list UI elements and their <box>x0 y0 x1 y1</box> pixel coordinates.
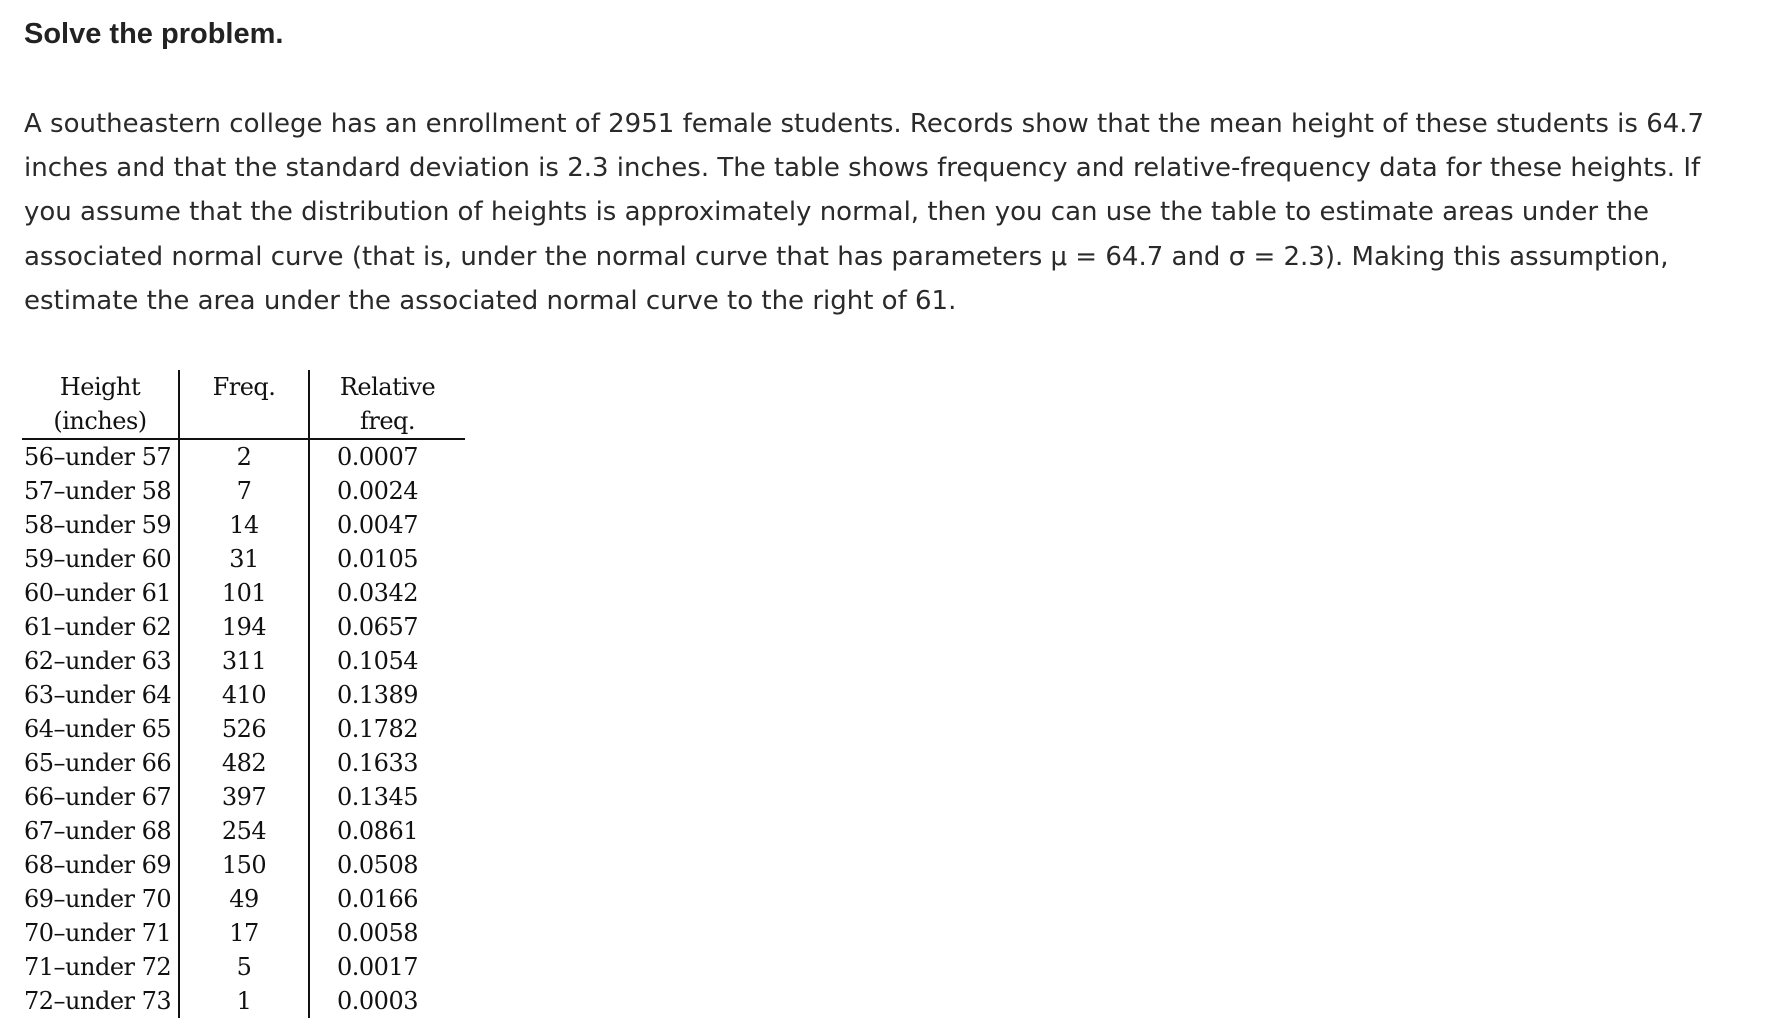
relative-freq-cell: 0.0007 <box>337 443 418 471</box>
height-cell: 63–under 64 <box>22 678 179 712</box>
frequency-table-container <box>22 370 465 1018</box>
freq-cell: 7 <box>179 474 309 508</box>
table-row <box>22 508 465 542</box>
relative-freq-cell: 0.0508 <box>337 851 418 879</box>
table-row <box>22 712 465 746</box>
header-freq-label: Freq. <box>212 373 276 401</box>
height-cell: 59–under 60 <box>22 542 179 576</box>
header-height <box>22 370 179 439</box>
height-cell: 66–under 67 <box>22 780 179 814</box>
header-height-line1: Height <box>59 373 141 401</box>
problem-heading: Solve the problem. <box>24 18 284 50</box>
freq-cell: 150 <box>179 848 309 882</box>
table-row <box>22 746 465 780</box>
table-row <box>22 848 465 882</box>
header-freq <box>179 370 309 439</box>
freq-cell: 14 <box>179 508 309 542</box>
freq-cell: 194 <box>179 610 309 644</box>
table-body <box>22 439 465 1018</box>
relative-freq-cell: 0.1389 <box>337 681 418 709</box>
relative-freq-cell: 0.1633 <box>337 749 418 777</box>
header-height-line2: (inches) <box>53 407 147 435</box>
height-cell: 68–under 69 <box>22 848 179 882</box>
height-cell: 72–under 73 <box>22 984 179 1018</box>
freq-cell: 1 <box>179 984 309 1018</box>
relative-freq-cell: 0.0342 <box>337 579 418 607</box>
table-row <box>22 542 465 576</box>
header-relative-freq <box>309 370 465 439</box>
problem-statement: A southeastern college has an enrollment of 2951 female students. Records show that the mean height of these students is 64.7 inches and that the standard deviation is 2.3 inches. The table shows frequency and relative-frequency data for these heights. If you assume that the distribution of heights is approximately normal, then you can use the table to estimate areas under the associated normal curve (that is, under the normal curve that has parameters μ = 64.7 and σ = 2.3). Making this assumption, estimate the area under the associated normal curve to the right of 61. <box>24 109 1705 316</box>
table-row <box>22 610 465 644</box>
freq-cell: 397 <box>179 780 309 814</box>
freq-cell: 101 <box>179 576 309 610</box>
frequency-table <box>22 370 465 1018</box>
height-cell: 62–under 63 <box>22 644 179 678</box>
height-cell: 56–under 57 <box>22 439 179 474</box>
table-row <box>22 814 465 848</box>
relative-freq-cell: 0.0166 <box>337 885 418 913</box>
table-row <box>22 882 465 916</box>
height-cell: 67–under 68 <box>22 814 179 848</box>
freq-cell: 410 <box>179 678 309 712</box>
relative-freq-cell: 0.0047 <box>337 511 418 539</box>
freq-cell: 311 <box>179 644 309 678</box>
freq-cell: 31 <box>179 542 309 576</box>
table-row <box>22 950 465 984</box>
header-rel-line1: Relative <box>339 373 436 401</box>
relative-freq-cell: 0.1054 <box>337 647 418 675</box>
freq-cell: 5 <box>179 950 309 984</box>
height-cell: 69–under 70 <box>22 882 179 916</box>
relative-freq-cell: 0.0058 <box>337 919 418 947</box>
height-cell: 71–under 72 <box>22 950 179 984</box>
table-row <box>22 916 465 950</box>
relative-freq-cell: 0.1782 <box>337 715 418 743</box>
header-row <box>22 370 465 439</box>
freq-cell: 482 <box>179 746 309 780</box>
table-header <box>22 370 465 439</box>
height-cell: 61–under 62 <box>22 610 179 644</box>
freq-cell: 49 <box>179 882 309 916</box>
height-cell: 57–under 58 <box>22 474 179 508</box>
freq-cell: 2 <box>179 439 309 474</box>
freq-cell: 17 <box>179 916 309 950</box>
table-row <box>22 984 465 1018</box>
relative-freq-cell: 0.0657 <box>337 613 418 641</box>
table-row <box>22 780 465 814</box>
table-row <box>22 474 465 508</box>
relative-freq-cell: 0.0017 <box>337 953 418 981</box>
height-cell: 58–under 59 <box>22 508 179 542</box>
header-rel-line2: freq. <box>359 407 416 435</box>
table-row <box>22 678 465 712</box>
height-cell: 64–under 65 <box>22 712 179 746</box>
relative-freq-cell: 0.0024 <box>337 477 418 505</box>
freq-cell: 526 <box>179 712 309 746</box>
relative-freq-cell: 0.0003 <box>337 987 418 1015</box>
table-row <box>22 439 465 474</box>
height-cell: 65–under 66 <box>22 746 179 780</box>
relative-freq-cell: 0.0861 <box>337 817 418 845</box>
relative-freq-cell: 0.0105 <box>337 545 418 573</box>
relative-freq-cell: 0.1345 <box>337 783 418 811</box>
table-row <box>22 644 465 678</box>
freq-cell: 254 <box>179 814 309 848</box>
height-cell: 70–under 71 <box>22 916 179 950</box>
height-cell: 60–under 61 <box>22 576 179 610</box>
table-row <box>22 576 465 610</box>
